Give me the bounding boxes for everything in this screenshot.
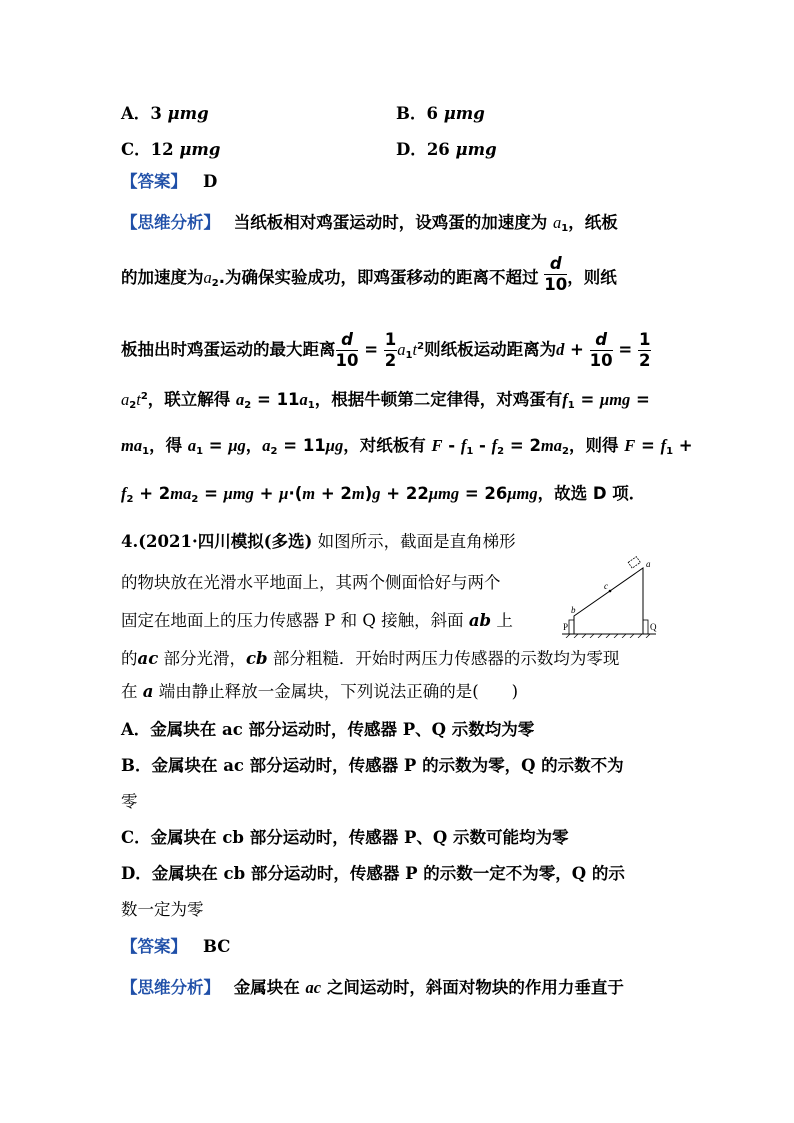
analysis-tag: 【思维分析】 [121, 213, 220, 232]
analysis-line-1: 【思维分析】 当纸板相对鸡蛋运动时，设鸡蛋的加速度为 $a_1$，纸板 [121, 213, 618, 234]
question-4-line-5: 在 a 端由静止释放一金属块，下列说法正确的是( ) [121, 682, 519, 701]
option-d: D．26 μmg [396, 140, 497, 159]
trapezoid-block-figure [556, 556, 671, 638]
answer-line-q4 [121, 937, 230, 957]
analysis-line-5: $ma_1$，得 $a_1 = \mu g$，$a_2 = 11\mu g$，对纸板有 $F - f_1 - f_2 = 2ma_2$，则得 $F = f_1$ + [121, 436, 693, 457]
option-c: C．12 μmg [121, 140, 221, 159]
q4-option-d: D．金属块在 cb 部分运动时，传感器 P 的示数一定不为零，Q 的示 [121, 864, 625, 883]
fraction-d-10: $\frac{d}{10}$ [335, 330, 359, 370]
option-a: A．3 μmg [121, 104, 209, 123]
analysis-line-2: 的加速度为$a_2$.为确保实验成功，即鸡蛋移动的距离不超过 $\frac{d}{10}$ ，则纸 [121, 254, 617, 294]
q4-option-d-cont: 数一定为零 [121, 900, 204, 919]
answer-value: D [203, 172, 218, 191]
q4-option-b-cont: 零 [121, 792, 138, 811]
q4-option-c: C．金属块在 cb 部分运动时，传感器 P、Q 示数可能均为零 [121, 828, 569, 847]
answer-tag: 【答案】 [121, 172, 187, 191]
fraction-1-2: $\frac{1}{2}$ [384, 330, 397, 370]
answer-tag: 【答案】 [121, 937, 187, 956]
question-4-line-1: 4.(2021·四川模拟(多选) 如图所示，截面是直角梯形 [121, 532, 516, 551]
analysis-line-4: $a_2t^2$，联立解得 $a_2 = 11a_1$，根据牛顿第二定律得，对鸡蛋有$f_1 = \mu mg$ = [121, 390, 650, 411]
option-b: B．6 μmg [396, 104, 485, 123]
q4-option-b: B．金属块在 ac 部分运动时，传感器 P 的示数为零，Q 的示数不为 [121, 756, 624, 775]
fraction-1-2: $\frac{1}{2}$ [638, 330, 651, 370]
svg-text:a: a [646, 559, 651, 569]
fraction-d-10: $\frac{d}{10}$ [589, 330, 613, 370]
question-4-line-3: 固定在地面上的压力传感器 P 和 Q 接触，斜面 ab 上 [121, 611, 513, 630]
fraction-d-10: $\frac{d}{10}$ [544, 254, 568, 294]
answer-value: BC [203, 937, 231, 956]
svg-text:c: c [604, 581, 608, 591]
analysis-line-6: $f_2 + 2ma_2 = \mu mg + \mu\cdot(m + 2m)g + 22\mu mg = 26\mu mg$，故选 D 项． [121, 484, 646, 505]
svg-text:b: b [571, 605, 576, 615]
sensor-q [643, 620, 648, 634]
analysis-q4-line-1: 【思维分析】 金属块在 ac 之间运动时，斜面对物块的作用力垂直于 [121, 978, 624, 997]
sensor-p [569, 620, 574, 634]
analysis-line-3: 板抽出时鸡蛋运动的最大距离 $\frac{d}{10}$ = $\frac{1}{2}$ $a_1t^2$则纸板运动距离为d + $\frac{d}{10}$ = $\frac{1}{2}$ [121, 330, 651, 370]
svg-text:Q: Q [650, 622, 657, 632]
question-4-line-2: 的物块放在光滑水平地面上，其两个侧面恰好与两个 [121, 573, 501, 592]
analysis-tag: 【思维分析】 [121, 978, 220, 997]
question-4-line-4: 的ac 部分光滑，cb 部分粗糙．开始时两压力传感器的示数均为零现 [121, 649, 620, 668]
svg-text:P: P [563, 622, 569, 632]
answer-line-q3 [121, 172, 217, 192]
q4-option-a: A．金属块在 ac 部分运动时，传感器 P、Q 示数均为零 [121, 720, 535, 739]
